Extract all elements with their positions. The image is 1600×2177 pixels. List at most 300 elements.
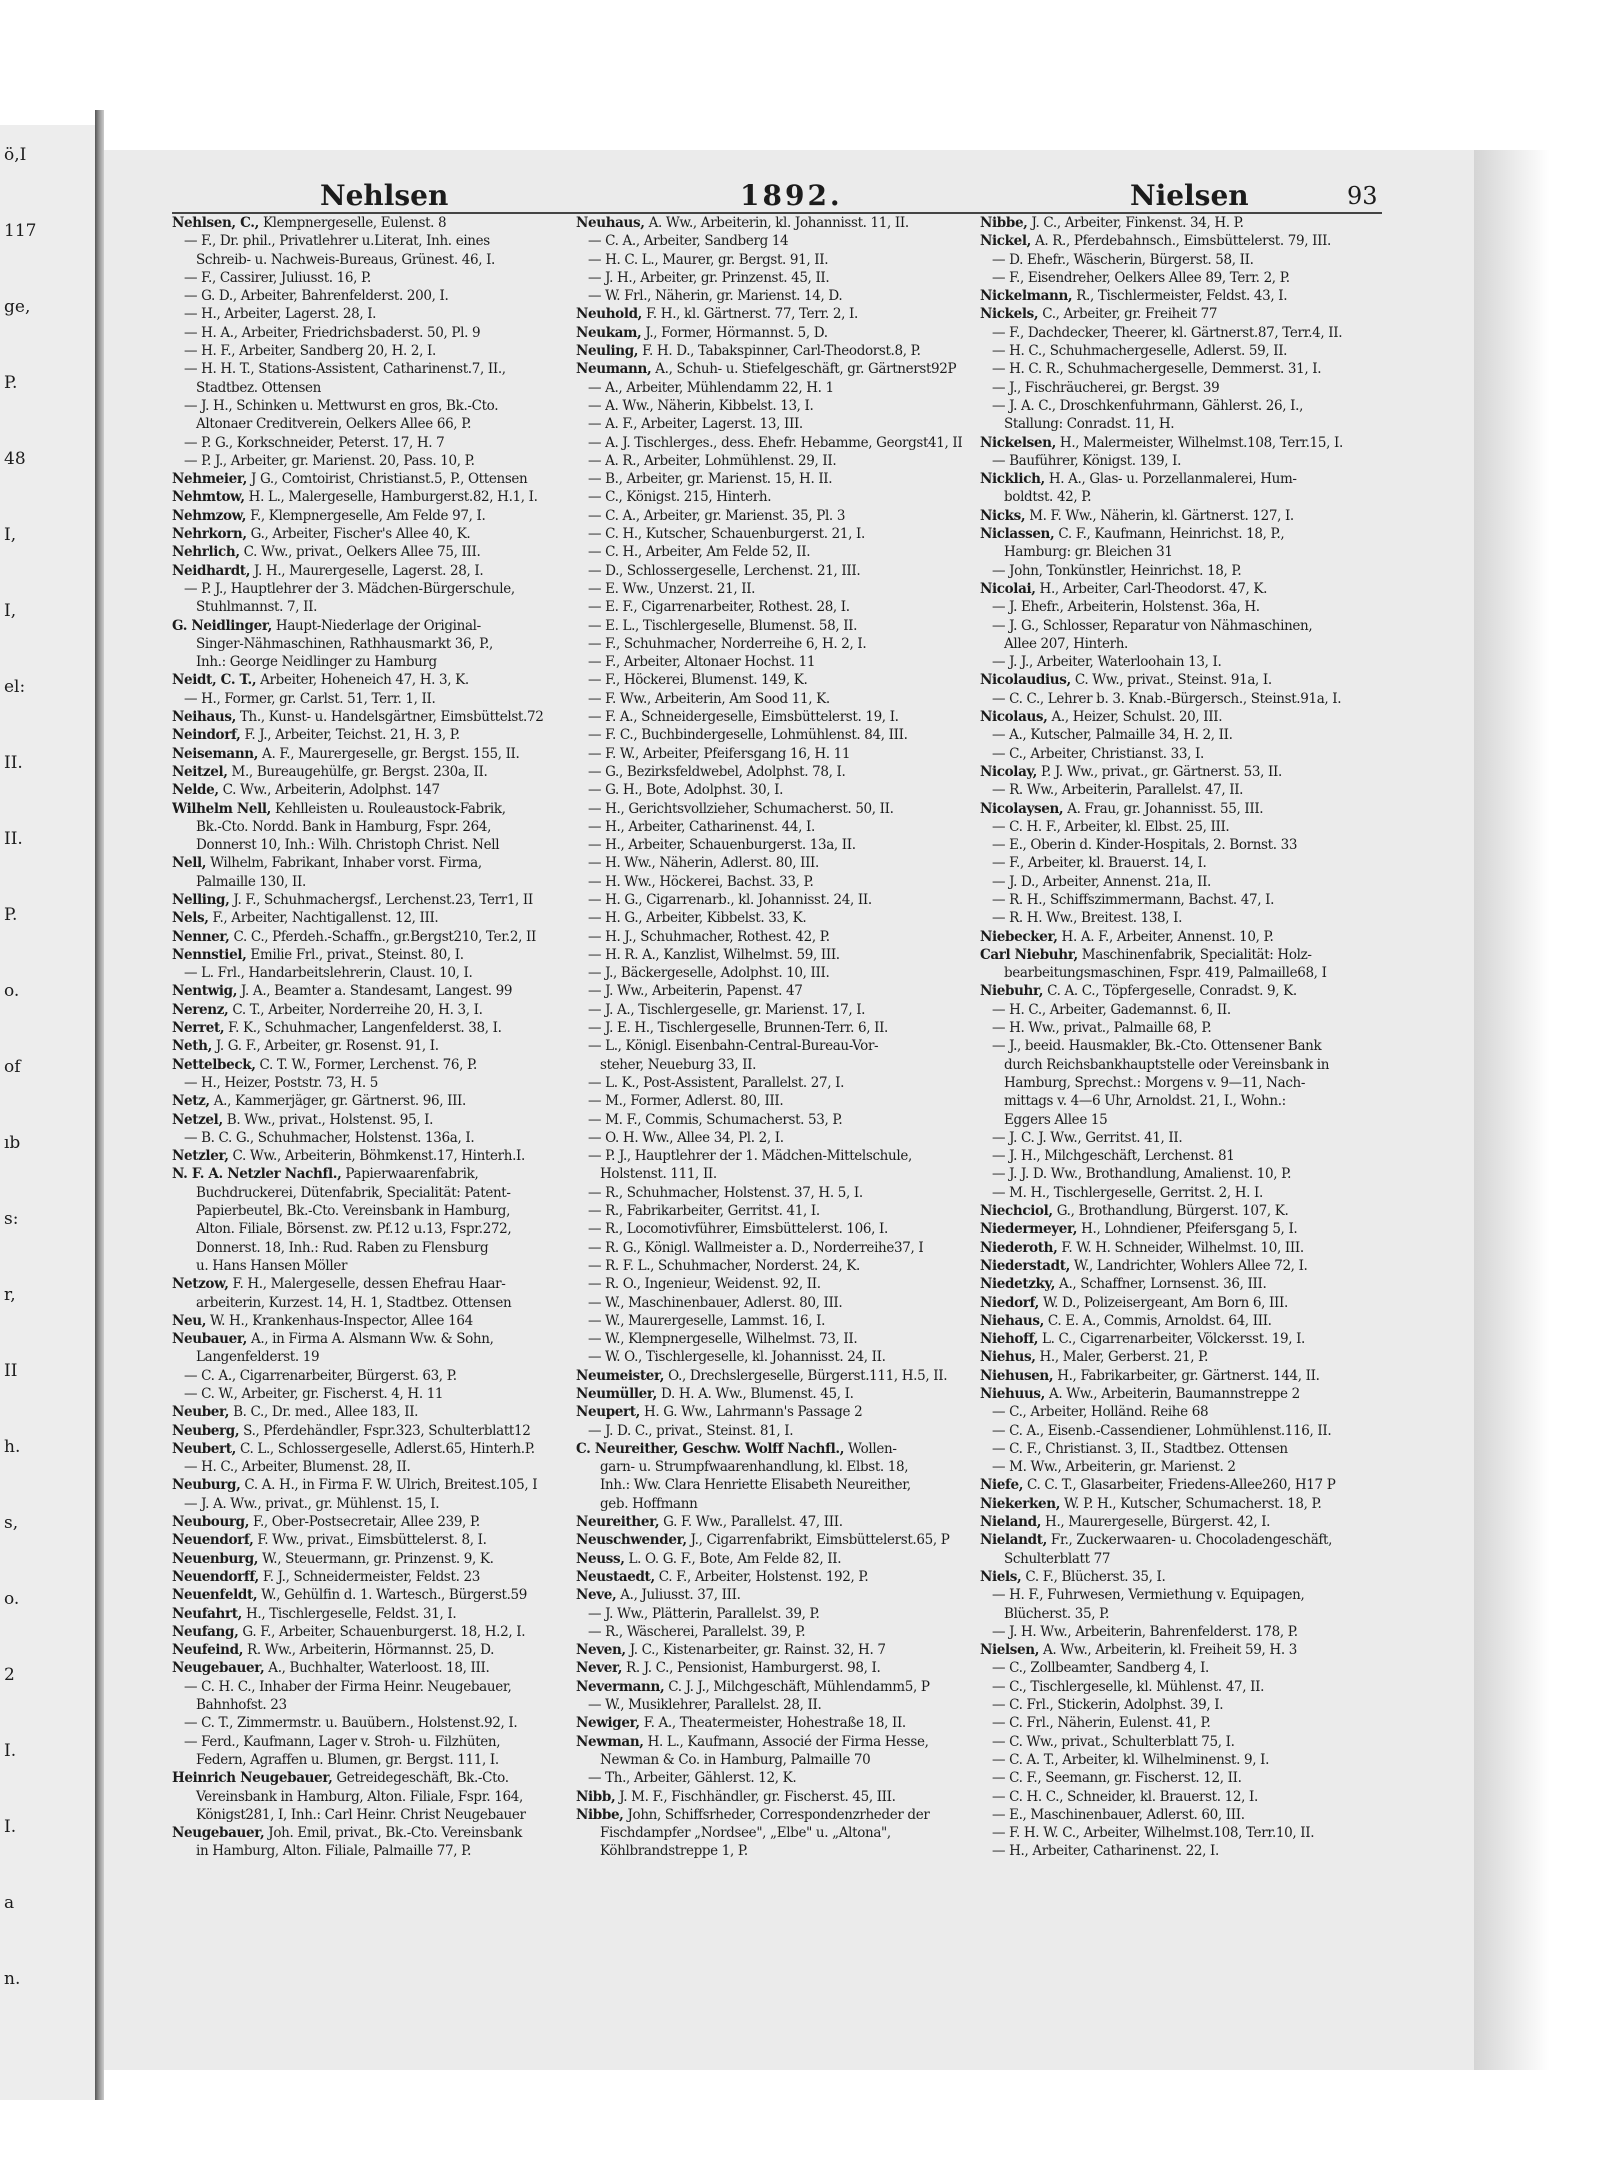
- directory-entry: [172, 726, 567, 744]
- directory-entry: [576, 1092, 971, 1110]
- entry-text: — E., Oberin d. Kinder-Hospitals, 2. Bornst. 33: [992, 837, 1298, 854]
- directory-entry: [172, 1678, 567, 1696]
- prev-page-fragment: ö,I: [4, 145, 27, 165]
- entry-text: C. F., Arbeiter, Holstenst. 192, P.: [654, 1568, 869, 1585]
- entry-surname: Neve,: [576, 1587, 617, 1604]
- directory-entry: [980, 982, 1375, 1000]
- directory-entry: [576, 543, 971, 561]
- directory-entry: [980, 598, 1375, 616]
- directory-entry: [980, 781, 1375, 799]
- entry-text: — H. C., Arbeiter, Gademannst. 6, II.: [992, 1001, 1231, 1018]
- directory-entry: [980, 470, 1375, 488]
- entry-text: — C. H. C., Schneider, kl. Brauerst. 12, I.: [992, 1788, 1258, 1805]
- directory-entry: [172, 1129, 567, 1147]
- entry-surname: Netzow,: [172, 1276, 229, 1293]
- entry-surname: Neustaedt,: [576, 1568, 655, 1585]
- directory-entry: [980, 800, 1375, 818]
- entry-text: — C. A., Eisenb.-Cassendiener, Lohmühlenst.116, II.: [992, 1422, 1332, 1439]
- directory-entry: [576, 562, 971, 580]
- entry-text: — A. F., Arbeiter, Lagerst. 13, III.: [588, 416, 803, 433]
- entry-text: — J. D., Arbeiter, Annenst. 21a, II.: [992, 873, 1211, 890]
- entry-text: — P. G., Korkschneider, Peterst. 17, H. 7: [184, 434, 445, 451]
- directory-entry: [172, 360, 567, 378]
- entry-surname: Neuschwender,: [576, 1532, 687, 1549]
- directory-entry: [980, 1531, 1375, 1549]
- entry-text: — C., Königst. 215, Hinterh.: [588, 489, 772, 506]
- entry-surname: Nibb,: [576, 1788, 616, 1805]
- entry-text: — F., Arbeiter, kl. Brauerst. 14, I.: [992, 855, 1207, 872]
- directory-entry: [980, 873, 1375, 891]
- directory-entry: [576, 653, 971, 671]
- directory-entry: [576, 1147, 971, 1165]
- entry-text: — C. C., Lehrer b. 3. Knab.-Bürgersch., Steinst.91a, I.: [992, 690, 1342, 707]
- entry-surname: Carl Niebuhr,: [980, 946, 1078, 963]
- entry-surname: Neumüller,: [576, 1386, 658, 1402]
- directory-entry: [576, 928, 971, 946]
- entry-text: A. Frau, gr. Johannisst. 55, III.: [1063, 800, 1264, 817]
- entry-text: Fr., Zuckerwaaren- u. Chocoladengeschäft,: [1046, 1532, 1333, 1549]
- directory-entry: [980, 1440, 1375, 1458]
- directory-entry: [576, 854, 971, 872]
- prev-page-fragment: el:: [4, 677, 26, 697]
- entry-text: A., in Firma A. Alsmann Ww. & Sohn,: [247, 1331, 494, 1348]
- entry-text: Buchdruckerei, Dütenfabrik, Specialität: Patent-: [196, 1184, 511, 1201]
- entry-surname: Niedermeyer,: [980, 1221, 1078, 1238]
- entry-text: garn- u. Strumpfwaarenhandlung, kl. Elbst. 18,: [600, 1459, 909, 1476]
- entry-surname: Niehoff,: [980, 1331, 1039, 1348]
- directory-entry: [980, 488, 1375, 506]
- directory-entry: [172, 324, 567, 342]
- entry-text: — E. Ww., Unzerst. 21, II.: [588, 580, 756, 597]
- directory-entry: [980, 1385, 1375, 1403]
- directory-entry: [576, 1641, 971, 1659]
- entry-text: M. F. Ww., Näherin, kl. Gärtnerst. 127, I.: [1025, 507, 1294, 524]
- directory-entry: [980, 1111, 1375, 1129]
- directory-entry: [576, 397, 971, 415]
- directory-entry: [172, 1495, 567, 1513]
- entry-surname: G. Neidlinger,: [172, 617, 272, 634]
- entry-surname: Nickels,: [980, 306, 1039, 323]
- column-1: [172, 214, 567, 2074]
- entry-text: C. J. J., Milchgeschäft, Mühlendamm5, P: [664, 1678, 930, 1695]
- directory-entry: [576, 1001, 971, 1019]
- entry-text: W., Steuermann, gr. Prinzenst. 9, K.: [258, 1550, 494, 1567]
- entry-text: — F., Arbeiter, Altonaer Hochst. 11: [588, 654, 816, 671]
- entry-text: Königst281, I, Inh.: Carl Heinr. Christ Neugebauer: [196, 1806, 526, 1823]
- entry-text: — C. H., Kutscher, Schauenburgerst. 21, I.: [588, 526, 865, 543]
- directory-entry: [576, 964, 971, 982]
- entry-surname: Nelling,: [172, 891, 230, 908]
- entry-surname: Niels,: [980, 1568, 1022, 1585]
- entry-text: F. W. H. Schneider, Wilhelmst. 10, III.: [1057, 1239, 1304, 1256]
- entry-surname: Neuenfeldt,: [172, 1587, 258, 1604]
- directory-entry: [980, 1294, 1375, 1312]
- entry-surname: Neidt, C. T.,: [172, 672, 257, 689]
- directory-entry: [980, 1367, 1375, 1385]
- directory-entry: [576, 891, 971, 909]
- entry-text: C. C., Pferdeh.-Schaffn., gr.Bergst210, Ter.2, II: [229, 928, 536, 945]
- directory-entry: [172, 1111, 567, 1129]
- prev-page-fragment: s:: [4, 1209, 19, 1229]
- entry-text: A. Ww., Arbeiterin, kl. Freiheit 59, H. 3: [1039, 1642, 1297, 1659]
- directory-entry: [576, 525, 971, 543]
- entry-text: — H. F., Arbeiter, Sandberg 20, H. 2, I.: [184, 343, 436, 360]
- entry-text: — J. D. C., privat., Steinst. 81, I.: [588, 1422, 794, 1439]
- directory-entry: [576, 1476, 971, 1494]
- directory-entry: [576, 1678, 971, 1696]
- entry-text: — J., Fischräucherei, gr. Bergst. 39: [992, 379, 1220, 396]
- entry-text: — R. Ww., Arbeiterin, Parallelst. 47, II.: [992, 782, 1244, 799]
- entry-text: — M. Ww., Arbeiterin, gr. Marienst. 2: [992, 1459, 1236, 1476]
- entry-text: J. F., Schuhmachergsf., Lerchenst.23, Terr1, II: [229, 891, 533, 908]
- entry-text: A., Schaffner, Lornsenst. 36, III.: [1055, 1276, 1267, 1293]
- entry-text: Maschinenfabrik, Specialität: Holz-: [1077, 946, 1312, 963]
- entry-text: — C. Frl., Näherin, Eulenst. 41, P.: [992, 1715, 1211, 1732]
- entry-surname: Newman,: [576, 1733, 644, 1750]
- entry-text: — D., Schlossergeselle, Lerchenst. 21, III.: [588, 562, 861, 579]
- directory-entry: [172, 1458, 567, 1476]
- entry-text: — W. Frl., Näherin, gr. Marienst. 14, D.: [588, 288, 843, 305]
- entry-text: — C. A., Arbeiter, Sandberg 14: [588, 233, 789, 250]
- entry-text: — W. O., Tischlergeselle, kl. Johannisst. 24, II.: [588, 1349, 886, 1366]
- directory-entry: [980, 1678, 1375, 1696]
- prev-page-fragment: I,: [4, 601, 17, 621]
- entry-text: — Th., Arbeiter, Gählerst. 12, K.: [588, 1770, 797, 1787]
- entry-surname: Newiger,: [576, 1715, 640, 1732]
- entry-text: — G. D., Arbeiter, Bahrenfelderst. 200, I.: [184, 288, 449, 305]
- directory-entry: [172, 635, 567, 653]
- entry-surname: Nerret,: [172, 1020, 225, 1037]
- directory-entry: [980, 1403, 1375, 1421]
- directory-entry: [172, 1806, 567, 1824]
- entry-text: — Ferd., Kaufmann, Lager v. Stroh- u. Filzhüten,: [184, 1733, 501, 1750]
- directory-entry: [576, 342, 971, 360]
- entry-text: — C., Arbeiter, Holländ. Reihe 68: [992, 1404, 1209, 1421]
- directory-entry: [576, 909, 971, 927]
- entry-text: — A., Arbeiter, Mühlendamm 22, H. 1: [588, 379, 834, 396]
- entry-surname: Neupert,: [576, 1404, 641, 1421]
- directory-entry: [172, 1623, 567, 1641]
- directory-entry: [576, 1769, 971, 1787]
- entry-surname: Nickel,: [980, 233, 1032, 250]
- directory-entry: [172, 434, 567, 452]
- directory-entry: [172, 1476, 567, 1494]
- prev-page-fragment: I.: [4, 1817, 17, 1837]
- entry-text: A., Heizer, Schulst. 20, III.: [1047, 709, 1223, 726]
- entry-text: C. T. W., Former, Lerchenst. 76, P.: [255, 1056, 477, 1073]
- directory-entry: [172, 342, 567, 360]
- directory-entry: [576, 1330, 971, 1348]
- directory-entry: [980, 287, 1375, 305]
- entry-text: Inh.: George Neidlinger zu Hamburg: [196, 654, 437, 671]
- entry-text: — F. Ww., Arbeiterin, Am Sood 11, K.: [588, 690, 830, 707]
- directory-entry: [172, 690, 567, 708]
- entry-text: — C. A. T., Arbeiter, kl. Wilhelminenst. 9, I.: [992, 1751, 1270, 1768]
- directory-entry: [980, 1092, 1375, 1110]
- entry-text: H. L., Malergeselle, Hamburgerst.82, H.1, I.: [244, 489, 538, 506]
- prev-page-fragment: P.: [4, 373, 18, 393]
- prev-page-fragment: P.: [4, 905, 18, 925]
- entry-text: — A. R., Arbeiter, Lohmühlenst. 29, II.: [588, 452, 837, 469]
- directory-entry: [980, 525, 1375, 543]
- entry-text: — H., Arbeiter, Schauenburgerst. 13a, II.: [588, 837, 856, 854]
- directory-entry: [576, 800, 971, 818]
- entry-text: — F., Eisendreher, Oelkers Allee 89, Terr. 2, P.: [992, 269, 1290, 286]
- directory-entry: [172, 232, 567, 250]
- entry-surname: Neureither,: [576, 1514, 660, 1531]
- entry-surname: Nickelsen,: [980, 434, 1056, 451]
- directory-entry: [980, 1495, 1375, 1513]
- entry-text: — M., Former, Adlerst. 80, III.: [588, 1093, 784, 1110]
- entry-text: Allee 207, Hinterh.: [1004, 635, 1128, 652]
- entry-text: — R. H., Schiffszimmermann, Bachst. 47, I.: [992, 891, 1275, 908]
- entry-text: H., Lohndiener, Pfeifersgang 5, I.: [1077, 1221, 1298, 1238]
- directory-entry: [576, 1074, 971, 1092]
- entry-text: — W., Klempnergeselle, Wilhelmst. 73, II.: [588, 1331, 858, 1348]
- entry-text: A., Juliusst. 37, III.: [616, 1587, 741, 1604]
- entry-text: — J. C. J. Ww., Gerritst. 41, II.: [992, 1129, 1183, 1146]
- directory-entry: [172, 1385, 567, 1403]
- entry-text: W., Landrichter, Wohlers Allee 72, I.: [1069, 1257, 1308, 1274]
- entry-text: A. R., Pferdebahnsch., Eimsbüttelerst. 79, III.: [1031, 233, 1331, 250]
- entry-text: — C., Tischlergeselle, kl. Mühlenst. 47, II.: [992, 1678, 1265, 1695]
- entry-text: Hamburg, Sprechst.: Morgens v. 9—11, Nach-: [1004, 1074, 1306, 1091]
- entry-text: — C. A., Cigarrenarbeiter, Bürgerst. 63, P.: [184, 1367, 457, 1384]
- directory-entry: [576, 1550, 971, 1568]
- entry-text: arbeiterin, Kurzest. 14, H. 1, Stadtbez. Ottensen: [196, 1294, 512, 1311]
- entry-text: — H. Ww., Höckerei, Bachst. 33, P.: [588, 873, 814, 890]
- directory-entry: [576, 617, 971, 635]
- entry-surname: Neuberg,: [172, 1422, 240, 1439]
- directory-entry: [980, 671, 1375, 689]
- directory-entry: [576, 1824, 971, 1842]
- directory-entry: [576, 1495, 971, 1513]
- entry-text: Eggers Allee 15: [1004, 1111, 1108, 1128]
- directory-entry: [980, 1806, 1375, 1824]
- directory-entry: [980, 891, 1375, 909]
- entry-text: John, Schiffsrheder, Correspondenzrheder der: [623, 1806, 930, 1823]
- entry-text: — R. G., Königl. Wallmeister a. D., Norderreihe37, I: [588, 1239, 924, 1256]
- entry-text: Alton. Filiale, Börsenst. zw. Pf.12 u.13, Fspr.272,: [196, 1221, 512, 1238]
- entry-text: C. Ww., privat., Steinst. 91a, I.: [1070, 672, 1272, 689]
- directory-entry: [576, 1348, 971, 1366]
- directory-entry: [576, 982, 971, 1000]
- entry-text: J. M. F., Fischhändler, gr. Fischerst. 45, III.: [615, 1788, 896, 1805]
- entry-surname: Niekerken,: [980, 1495, 1061, 1512]
- directory-entry: [172, 1659, 567, 1677]
- directory-entry: [576, 1842, 971, 1860]
- directory-entry: [980, 1568, 1375, 1586]
- entry-surname: Niedetzky,: [980, 1276, 1056, 1293]
- directory-entry: [172, 1440, 567, 1458]
- directory-entry: [172, 598, 567, 616]
- directory-entry: [576, 1403, 971, 1421]
- entry-text: — H., Gerichtsvollzieher, Schumacherst. 50, II.: [588, 800, 894, 817]
- page-right-edge: [1474, 150, 1600, 2070]
- entry-text: H., Malermeister, Wilhelmst.108, Terr.15, I.: [1055, 434, 1343, 451]
- entry-surname: Nehmzow,: [172, 507, 247, 524]
- entry-text: — R. H. Ww., Breitest. 138, I.: [992, 910, 1183, 927]
- directory-entry: [576, 1605, 971, 1623]
- directory-entry: [172, 781, 567, 799]
- entry-text: — W., Maurergeselle, Lammst. 16, I.: [588, 1312, 826, 1329]
- entry-text: Stallung: Conradst. 11, H.: [1004, 416, 1175, 433]
- entry-text: — J. Ww., Plätterin, Parallelst. 39, P.: [588, 1605, 820, 1622]
- entry-surname: Nicks,: [980, 507, 1026, 524]
- entry-text: — A. Ww., Näherin, Kibbelst. 13, I.: [588, 397, 814, 414]
- directory-entry: [172, 543, 567, 561]
- directory-entry: [980, 1348, 1375, 1366]
- directory-entry: [576, 690, 971, 708]
- entry-text: F. A., Theatermeister, Hohestraße 18, II.: [639, 1715, 906, 1732]
- directory-entry: [576, 1751, 971, 1769]
- directory-entry: [576, 1257, 971, 1275]
- directory-entry: [980, 1824, 1375, 1842]
- directory-entry: [172, 854, 567, 872]
- directory-entry: [576, 763, 971, 781]
- entry-text: Palmaille 130, II.: [196, 873, 306, 890]
- entry-surname: Niederoth,: [980, 1239, 1058, 1256]
- entry-surname: Nibbe,: [980, 215, 1028, 231]
- entry-text: C. F., Kaufmann, Heinrichst. 18, P.,: [1054, 526, 1285, 543]
- directory-entry: [576, 1111, 971, 1129]
- entry-text: boldtst. 42, P.: [1004, 489, 1092, 506]
- directory-entry: [576, 214, 971, 232]
- directory-entry: [980, 1458, 1375, 1476]
- directory-entry: [172, 1239, 567, 1257]
- directory-entry: [172, 928, 567, 946]
- directory-entry: [172, 1641, 567, 1659]
- entry-text: — J. A. Ww., privat., gr. Mühlenst. 15, I.: [184, 1495, 440, 1512]
- entry-text: — F., Höckerei, Blumenst. 149, K.: [588, 672, 808, 689]
- entry-text: Bk.-Cto. Nordd. Bank in Hamburg, Fspr. 264,: [196, 818, 492, 835]
- entry-surname: Neumeister,: [576, 1367, 665, 1384]
- directory-entry: [576, 360, 971, 378]
- entry-text: — C. H. F., Arbeiter, kl. Elbst. 25, III.: [992, 818, 1230, 835]
- entry-text: — O. H. Ww., Allee 34, Pl. 2, I.: [588, 1129, 784, 1146]
- directory-entry: [576, 726, 971, 744]
- directory-entry: [980, 909, 1375, 927]
- entry-text: Klempnergeselle, Eulenst. 8: [259, 215, 447, 231]
- entry-surname: Niehaus,: [980, 1312, 1044, 1329]
- entry-surname: N. F. A. Netzler Nachfl.,: [172, 1166, 342, 1183]
- entry-surname: Nerenz,: [172, 1001, 229, 1018]
- entry-text: H. G. Ww., Lahrmann's Passage 2: [640, 1404, 863, 1421]
- entry-text: — L. Frl., Handarbeitslehrerin, Claust. 10, I.: [184, 965, 473, 982]
- entry-text: — E., Maschinenbauer, Adlerst. 60, III.: [992, 1806, 1245, 1823]
- directory-entry: [172, 1733, 567, 1751]
- directory-entry: [576, 946, 971, 964]
- running-head-right: Nielsen: [1130, 179, 1249, 212]
- directory-entry: [980, 1733, 1375, 1751]
- directory-entry: [576, 1385, 971, 1403]
- entry-text: — F. A., Schneidergeselle, Eimsbüttelerst. 19, I.: [588, 709, 899, 726]
- entry-text: H., Maurergeselle, Bürgerst. 42, I.: [1041, 1514, 1271, 1531]
- directory-entry: [576, 1659, 971, 1677]
- directory-entry: [980, 1001, 1375, 1019]
- directory-entry: [576, 1422, 971, 1440]
- entry-surname: Nehrkorn,: [172, 526, 247, 543]
- entry-text: — E. L., Tischlergeselle, Blumenst. 58, II.: [588, 617, 858, 634]
- entry-text: C. A. C., Töpfergeselle, Conradst. 9, K.: [1043, 983, 1297, 1000]
- entry-text: — H. C., Schuhmachergeselle, Adlerst. 59, II.: [992, 343, 1288, 360]
- entry-text: — F. H. W. C., Arbeiter, Wilhelmst.108, Terr.10, II.: [992, 1825, 1315, 1842]
- directory-entry: [576, 580, 971, 598]
- entry-surname: Niefe,: [980, 1477, 1024, 1494]
- entry-surname: Nevermann,: [576, 1678, 665, 1695]
- entry-text: — J., beeid. Hausmakler, Bk.-Cto. Ottensener Bank: [992, 1038, 1322, 1055]
- directory-entry: [172, 1312, 567, 1330]
- directory-entry: [980, 964, 1375, 982]
- entry-surname: Neuendorf,: [172, 1532, 254, 1549]
- directory-entry: [576, 1220, 971, 1238]
- directory-entry: [980, 1312, 1375, 1330]
- entry-surname: Neitzel,: [172, 763, 228, 780]
- directory-entry: [980, 1019, 1375, 1037]
- entry-text: — H. C. R., Schuhmachergeselle, Demmerst. 31, I.: [992, 361, 1322, 378]
- running-head-left: Nehlsen: [320, 179, 449, 212]
- entry-surname: Neidhardt,: [172, 562, 251, 579]
- directory-entry: [172, 671, 567, 689]
- entry-text: Emilie Frl., privat., Steinst. 80, I.: [246, 946, 464, 963]
- entry-text: — P. J., Arbeiter, gr. Marienst. 20, Pass. 10, P.: [184, 452, 475, 469]
- entry-text: — H. C. L., Maurer, gr. Bergst. 91, II.: [588, 251, 829, 268]
- entry-text: — J. H., Schinken u. Mettwurst en gros, Bk.-Cto.: [184, 397, 499, 414]
- entry-text: F. H., kl. Gärtnerst. 77, Terr. 2, I.: [642, 306, 858, 323]
- entry-text: A., Kammerjäger, gr. Gärtnerst. 96, III.: [209, 1093, 466, 1110]
- entry-surname: Neufahrt,: [172, 1605, 243, 1622]
- directory-entry: [980, 1769, 1375, 1787]
- entry-text: Stuhlmannst. 7, II.: [196, 599, 318, 616]
- entry-text: in Hamburg, Alton. Filiale, Palmaille 77, P.: [196, 1843, 472, 1860]
- directory-entry: [576, 1714, 971, 1732]
- entry-text: B. C., Dr. med., Allee 183, II.: [229, 1404, 419, 1421]
- entry-text: L. C., Cigarrenarbeiter, Völckersst. 19, I.: [1038, 1331, 1306, 1348]
- entry-text: Haupt-Niederlage der Original-: [271, 617, 481, 634]
- directory-entry: [576, 1202, 971, 1220]
- entry-text: — B. C. G., Schuhmacher, Holstenst. 136a, I.: [184, 1129, 475, 1146]
- entry-text: — H. J., Schuhmacher, Rothest. 42, P.: [588, 928, 830, 945]
- directory-entry: [980, 232, 1375, 250]
- entry-text: — F., Schuhmacher, Norderreihe 6, H. 2, I.: [588, 635, 867, 652]
- entry-text: — J. H., Arbeiter, gr. Prinzenst. 45, II.: [588, 269, 830, 286]
- entry-surname: Neubauer,: [172, 1331, 248, 1348]
- directory-entry: [576, 1458, 971, 1476]
- entry-text: G. F., Arbeiter, Schauenburgerst. 18, H.2, I.: [238, 1623, 526, 1640]
- directory-entry: [172, 415, 567, 433]
- entry-text: Getreidegeschäft, Bk.-Cto.: [332, 1770, 509, 1787]
- entry-text: — H. H. T., Stations-Assistent, Catharinenst.7, II.,: [184, 361, 506, 378]
- entry-text: — G., Bezirksfeldwebel, Adolphst. 78, I.: [588, 763, 846, 780]
- directory-entry: [980, 1239, 1375, 1257]
- directory-entry: [576, 1129, 971, 1147]
- directory-entry: [172, 946, 567, 964]
- directory-entry: [172, 1550, 567, 1568]
- entry-text: A., Buchhalter, Waterloost. 18, III.: [264, 1660, 490, 1677]
- entry-text: Th., Kunst- u. Handelsgärtner, Eimsbüttelst.72: [235, 709, 544, 726]
- directory-entry: [576, 1367, 971, 1385]
- entry-surname: Nelde,: [172, 782, 219, 799]
- directory-entry: [980, 763, 1375, 781]
- entry-text: Donnerst. 18, Inh.: Rud. Raben zu Flensburg: [196, 1239, 489, 1256]
- entry-text: F. J., Arbeiter, Teichst. 21, H. 3, P.: [240, 727, 460, 744]
- entry-surname: Neugebauer,: [172, 1660, 265, 1677]
- directory-entry: [172, 1824, 567, 1842]
- entry-text: H., Fabrikarbeiter, gr. Gärtnerst. 144, II.: [1053, 1367, 1320, 1384]
- entry-surname: Neugebauer,: [172, 1825, 265, 1842]
- directory-entry: [980, 1147, 1375, 1165]
- prev-page-fragment: o.: [4, 981, 20, 1001]
